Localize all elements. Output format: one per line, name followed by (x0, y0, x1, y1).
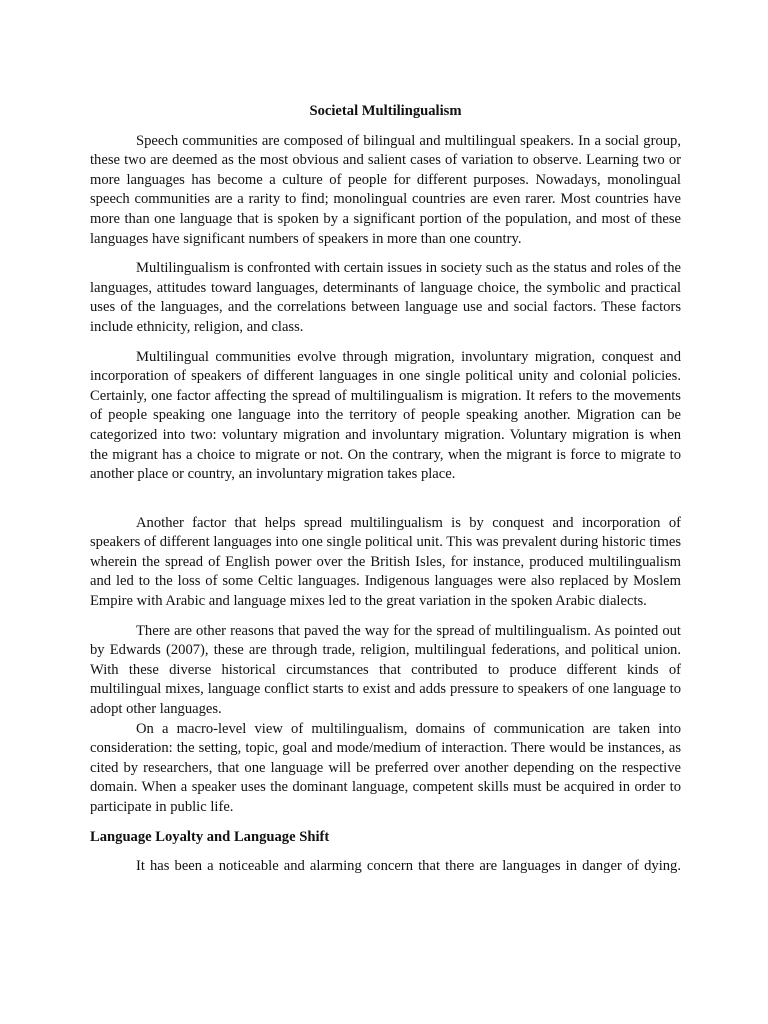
document-title: Societal Multilingualism (309, 103, 462, 119)
paragraph-migration: Multilingual communities evolve through migration, involuntary migration, conquest and incorporation of speakers of different languages in one single political unity and colonial policies. Certainly, one factor affecting the spread of multilingualism is migration. It refers to the movements of people speaking one language into the territory of people speaking another. Migration can be categorized into two: voluntary migration and involuntary migration. Voluntary migration is when the migrant has a choice to migrate or not. On the contrary, when the migrant is force to migrate to another place or country, an involuntary migration takes place. (90, 348, 681, 483)
section-heading: Language Loyalty and Language Shift (90, 828, 330, 845)
paragraph-conquest: Another factor that helps spread multilingualism is by conquest and incorporation of speakers of different languages into one single political unit. This was prevalent during historic times wherein the spread of English power over the British Isles, for instance, produced multilingualism and led to the loss of some Celtic languages. Indigenous languages were also replaced by Moslem Empire with Arabic and language mixes led to the great variation in the spoken Arabic dialects. (90, 514, 681, 610)
paragraph-macro-level: On a macro-level view of multilingualism, domains of communication are taken into consideration: the setting, topic, goal and mode/medium of interaction. There would be instances, as cited by researchers, that one language will be preferred over another depending on the respective domain. When a speaker uses the dominant language, competent skills must be acquired in order to participate in public life. (90, 720, 681, 815)
paragraph-language-loyalty: It has been a noticeable and alarming concern that there are languages in danger of dying. (136, 858, 681, 875)
paragraph-speech-communities: Speech communities are composed of bilingual and multilingual speakers. In a social group, these two are deemed as the most obvious and salient cases of variation to observe. Learning two or more languages has become a culture of people for different purposes. Nowadays, monolingual speech communities are a rarity to find; monolingual countries are even rarer. Most countries have more than one language that is spoken by a significant portion of the population, and most of these languages have significant numbers of speakers in more than one country. (90, 132, 681, 247)
paragraph-other-reasons: There are other reasons that paved the way for the spread of multilingualism. As pointed out by Edwards (2007), these are through trade, religion, multilingual federations, and political union. With these diverse historical circumstances that contributed to produce different kinds of multilingual mixes, language conflict starts to exist and adds pressure to speakers of one language to adopt other languages. (90, 622, 681, 718)
paragraph-multilingualism-issues: Multilingualism is confronted with certain issues in society such as the status and roles of the languages, attitudes toward languages, determinants of language choice, the symbolic and practical uses of the languages, and the correlations between language use and social factors. These factors include ethnicity, religion, and class. (90, 260, 681, 335)
document-body (90, 102, 681, 887)
